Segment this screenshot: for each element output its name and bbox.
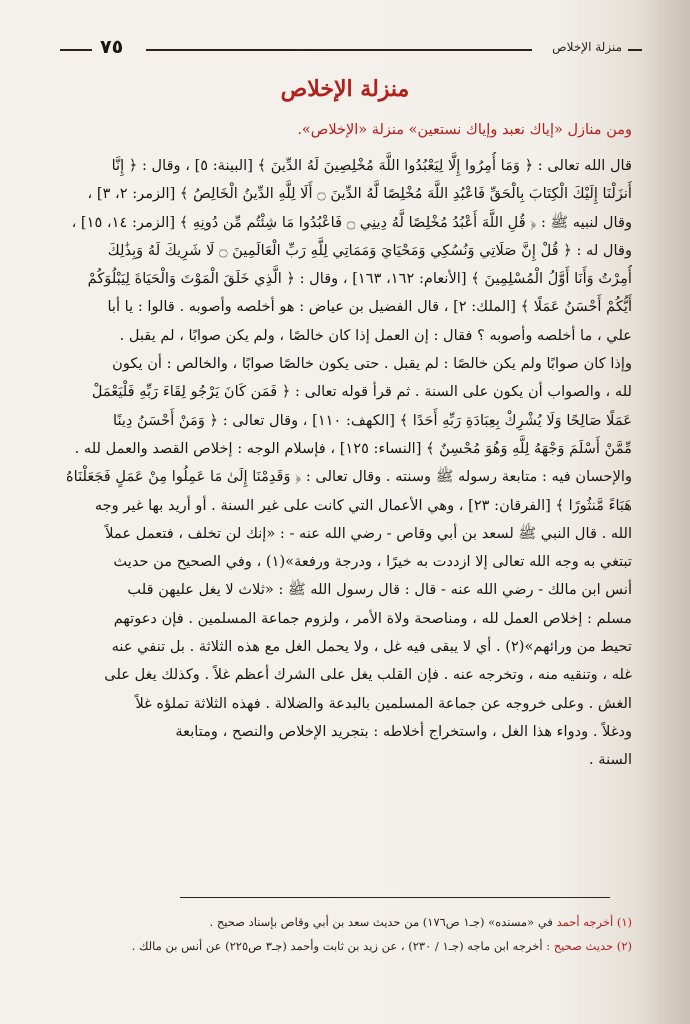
- body-line: الله . قال النبي ﷺ لسعد بن أبي وقاص - رضي الله عنه - : «إنك لن تخلف ، فتعمل عملاً: [105, 524, 632, 542]
- running-title: منزلة الإخلاص: [552, 40, 622, 54]
- page-header: [60, 38, 642, 62]
- body-line: لله ، والصواب أن يكون على السنة . ثم قرأ قوله تعالى : ﴿ فَمَن كَانَ يَرْجُو لِقَاءَ رَبِّهِ فَلْيَعْمَلْ: [91, 383, 632, 401]
- footnote-lead: (١) أخرجه أحمد: [556, 915, 632, 929]
- body-line: [20, 775, 632, 803]
- body-line: الغش . وعلى خروجه عن جماعة المسلمين بالبدعة والضلالة . فهذه الثلاثة تملؤه غلاً: [135, 694, 632, 712]
- body-line: أنس ابن مالك - رضي الله عنه - قال : قال رسول الله ﷺ : «ثلاث لا يغل عليهن قلب: [127, 581, 632, 599]
- body-line: تحيط من ورائهم»(٢) . أي لا يبقى فيه غل ، ولا يحمل الغل مع هذه الثلاثة . بل تنفي عنه: [111, 638, 632, 656]
- body-line: عَمَلًا صَالِحًا وَلَا يُشْرِكْ بِعِبَادَةِ رَبِّهِ أَحَدًا ﴾ [الكهف: ١١٠] ، وقال تعالى : ﴿ وَمَنْ أَحْسَنُ دِينًا: [113, 411, 632, 429]
- body-line: أُمِرْتُ وَأَنَا أَوَّلُ الْمُسْلِمِينَ ﴾ [الأنعام: ١٦٢، ١٦٣] ، وقال : ﴿ الَّذِي خَلَقَ الْمَوْتَ وَالْحَيَاةَ لِيَبْلُوَكُمْ: [87, 270, 632, 288]
- header-rule: [146, 49, 532, 51]
- header-rule-right: [628, 49, 642, 51]
- page-number: ٧٥: [100, 36, 124, 58]
- body-line: تبتغي به وجه الله تعالى إلا ازددت به خيرًا ، ودرجة ورفعة»(١) ، وفي الصحيح من حديث: [113, 553, 632, 571]
- body-line: وقال له : ﴿ قُلْ إِنَّ صَلَاتِي وَنُسُكِي وَمَحْيَايَ وَمَمَاتِي لِلَّهِ رَبِّ الْعَالَمِينَ ۝ لَا شَرِيكَ لَهُ وَبِذَٰلِكَ: [107, 241, 632, 259]
- chapter-title: منزلة الإخلاص: [280, 76, 410, 102]
- body-line: وقال لنبيه ﷺ : ﴿ قُلِ اللَّهَ أَعْبُدُ مُخْلِصًا لَّهُ دِينِي ۝ فَاعْبُدُوا مَا شِئْتُم مِّن دُونِهِ ﴾ [الزمر: ١٤، ١٥] ،: [71, 213, 632, 231]
- footnote: [20, 934, 632, 958]
- body-text: [20, 152, 632, 803]
- body-line: مِّمَّنْ أَسْلَمَ وَجْهَهُ لِلَّهِ وَهُوَ مُحْسِنٌ ﴾ [النساء: ١٢٥] ، فإسلام الوجه : إخلاص القصد والعمل لله .: [74, 439, 632, 457]
- body-line: والإحسان فيه : متابعة رسوله ﷺ وسنته . وقال تعالى : ﴿ وَقَدِمْنَا إِلَىٰ مَا عَمِلُوا مِنْ عَمَلٍ فَجَعَلْنَاهُ: [66, 468, 632, 486]
- body-line: هَبَاءً مَّنثُورًا ﴾ [الفرقان: ٢٣] ، وهي الأعمال التي كانت على غير السنة . أو أريد بها غير وجه: [94, 496, 632, 514]
- footnotes: [20, 910, 632, 958]
- body-line: وإذا كان صوابًا ولم يكن خالصًا : لم يقبل . حتى يكون خالصًا صوابًا ، والخالص : أن يكون: [112, 355, 632, 373]
- body-line: أَيُّكُمْ أَحْسَنُ عَمَلًا ﴾ [الملك: ٢] ، قال الفضيل بن عياض : هو أخلصه وأصوبه . قالوا : يا أبا: [107, 298, 632, 316]
- body-line: مسلم : إخلاص العمل لله ، ومناصحة ولاة الأمر ، ولزوم جماعة المسلمين . فإن دعوتهم: [113, 609, 632, 627]
- body-line: غله ، وتنقيه منه ، وتخرجه عنه . فإن القلب يغل على الشرك أعظم غلاً . وكذلك يغل على: [104, 666, 632, 684]
- footnote-separator: [180, 897, 610, 898]
- body-line: علي ، ما أخلصه وأصوبه ؟ فقال : إن العمل إذا كان خالصًا ، ولم يكن صوابًا ، لم يقبل .: [119, 326, 632, 344]
- body-line: أَنزَلْنَا إِلَيْكَ الْكِتَابَ بِالْحَقِّ فَاعْبُدِ اللَّهَ مُخْلِصًا لَّهُ الدِّينَ ۝ أَلَا لِلَّهِ الدِّينُ الْخَالِصُ ﴾ [الزمر: ٢، ٣] ،: [87, 185, 632, 203]
- footnote-text: أخرجه ابن ماجه (جـ١ / ٢٣٠) ، عن زيد بن ثابت وأحمد (جـ٣ ص٢٢٥) عن أنس بن مالك .: [131, 939, 543, 953]
- footnote-text: في «مسنده» (جـ١ ص١٧٦) من حديث سعد بن أبي وقاص بإسناد صحيح .: [209, 915, 553, 929]
- footnote: [20, 910, 632, 934]
- footnote-lead: (٢) حديث صحيح :: [546, 939, 632, 953]
- body-line: السنة .: [588, 751, 632, 769]
- intro-line: ومن منازل «إياك نعبد وإياك نستعين» منزلة «الإخلاص».: [297, 122, 632, 138]
- header-rule-left: [60, 49, 92, 51]
- body-line: قال الله تعالى : ﴿ وَمَا أُمِرُوا إِلَّا لِيَعْبُدُوا اللَّهَ مُخْلِصِينَ لَهُ الدِّينَ ﴾ [البينة: ٥] ، وقال : ﴿ إِنَّا: [111, 157, 632, 174]
- body-line: ودغلاً . ودواء هذا الغل ، واستخراج أخلاطه : بتجريد الإخلاص والنصح ، ومتابعة: [175, 722, 632, 740]
